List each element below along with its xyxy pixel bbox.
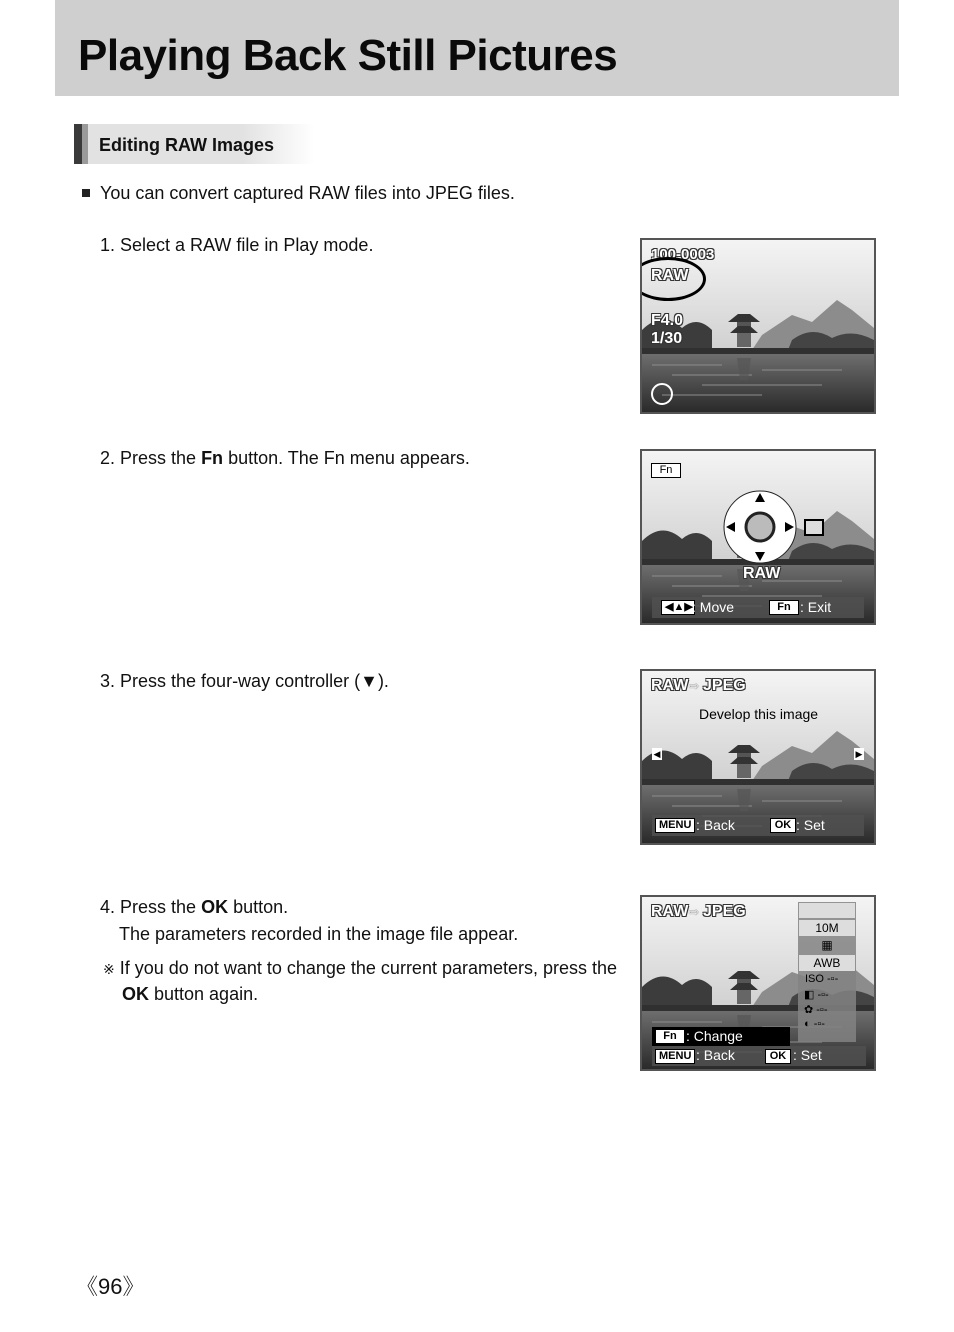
section-heading: [74, 124, 314, 164]
note-mark-icon: ※: [103, 961, 115, 977]
playback-icon: [804, 519, 824, 536]
menu-key: MENU: [655, 1049, 695, 1064]
raw-option: RAW: [743, 565, 781, 582]
arrows-key-icon: ◀▲▶: [661, 600, 695, 615]
shutter-speed: 1/30: [651, 330, 683, 347]
develop-text: Develop this image: [699, 706, 819, 722]
camera-screen-4: [640, 895, 876, 1071]
raw-label: RAW: [651, 677, 689, 694]
raw-label: RAW: [651, 903, 689, 920]
hint-bar: [652, 597, 864, 618]
ok-key: OK: [765, 1049, 791, 1064]
hue-slider-icon: ✿ -▫-: [804, 1004, 828, 1016]
note-line2: [122, 981, 258, 1007]
hint-bar: [652, 1046, 866, 1066]
contrast-slider-icon: ◐ -▫-: [804, 1018, 825, 1030]
step-2-bold: Fn: [201, 448, 224, 468]
step-4-bold: OK: [201, 897, 229, 917]
jpeg-label: JPEG: [703, 677, 746, 694]
section-bar: [74, 124, 82, 164]
page-number: 《96》: [76, 1274, 145, 1299]
aperture: F4.0: [651, 312, 684, 329]
intro-text: You can convert captured RAW files into JPEG files.: [100, 183, 515, 203]
arrow-right-icon: ⇨: [689, 905, 700, 919]
raw-label: RAW: [651, 267, 689, 284]
grid-icon: ▦: [821, 938, 833, 952]
quality-icon: [799, 903, 855, 918]
step-3-suffix: ).: [377, 671, 389, 691]
note-bold: OK: [122, 984, 149, 1004]
back-hint: : Back: [696, 817, 735, 833]
left-arrow-icon: ◀: [653, 749, 661, 759]
camera-screen-3: [640, 669, 876, 845]
step-1-text: 1. Select a RAW file in Play mode.: [100, 235, 374, 255]
step-3-prefix: 3. Press the four-way controller (: [100, 671, 361, 691]
iso-label: ISO: [805, 973, 824, 985]
square-bullet-icon: [82, 189, 90, 197]
step-2: [100, 445, 470, 471]
file-number: 100-0003: [651, 246, 715, 263]
page-title: Playing Back Still Pictures: [78, 31, 618, 80]
step-3: [100, 668, 389, 694]
intro-line: [82, 180, 515, 206]
section-bar-light: [82, 124, 88, 164]
move-hint: : Move: [692, 599, 735, 615]
arrow-right-icon: ⇨: [689, 679, 700, 693]
camera-screen-1: [640, 238, 876, 414]
step-4-suffix: button.: [228, 897, 289, 917]
back-hint: : Back: [696, 1047, 735, 1063]
size-value: 10M: [799, 920, 855, 936]
exit-hint: : Exit: [800, 599, 832, 615]
wb-value: AWB: [799, 955, 855, 971]
fn-key: Fn: [655, 1029, 685, 1044]
page-header: [55, 0, 899, 96]
four-way-controller-icon: [722, 489, 798, 565]
step-2-prefix: 2. Press the: [100, 448, 202, 468]
step-4-prefix: 4. Press the: [100, 897, 202, 917]
controller-icon: [651, 383, 673, 405]
set-hint: : Set: [793, 1047, 822, 1063]
menu-key: MENU: [655, 818, 695, 833]
fn-key: Fn: [769, 600, 799, 615]
step-4: [100, 894, 288, 920]
iso-row: ISO -▫-: [805, 973, 839, 985]
note-text-2: button again.: [149, 984, 259, 1004]
parameter-panel: [798, 902, 856, 1042]
camera-screen-2: [640, 449, 876, 625]
right-arrow-icon: ▶: [855, 749, 863, 759]
step-1: [100, 232, 373, 258]
down-triangle-icon: ▼: [360, 671, 378, 691]
ok-key: OK: [770, 818, 796, 833]
note-text-1: If you do not want to change the current parameters, press the: [119, 958, 618, 978]
step-2-suffix: button. The Fn menu appears.: [223, 448, 470, 468]
change-hint: : Change: [686, 1028, 743, 1044]
fn-indicator: Fn: [651, 463, 681, 478]
hint-bar: [652, 815, 864, 836]
note-line1: [103, 955, 617, 982]
section-title: Editing RAW Images: [99, 135, 275, 155]
jpeg-label: JPEG: [703, 903, 746, 920]
change-bar: [652, 1027, 790, 1046]
step-4-line2: The parameters recorded in the image file appear.: [119, 924, 519, 944]
set-hint: : Set: [796, 817, 825, 833]
saturation-slider-icon: ◧ -▫-: [804, 989, 829, 1001]
